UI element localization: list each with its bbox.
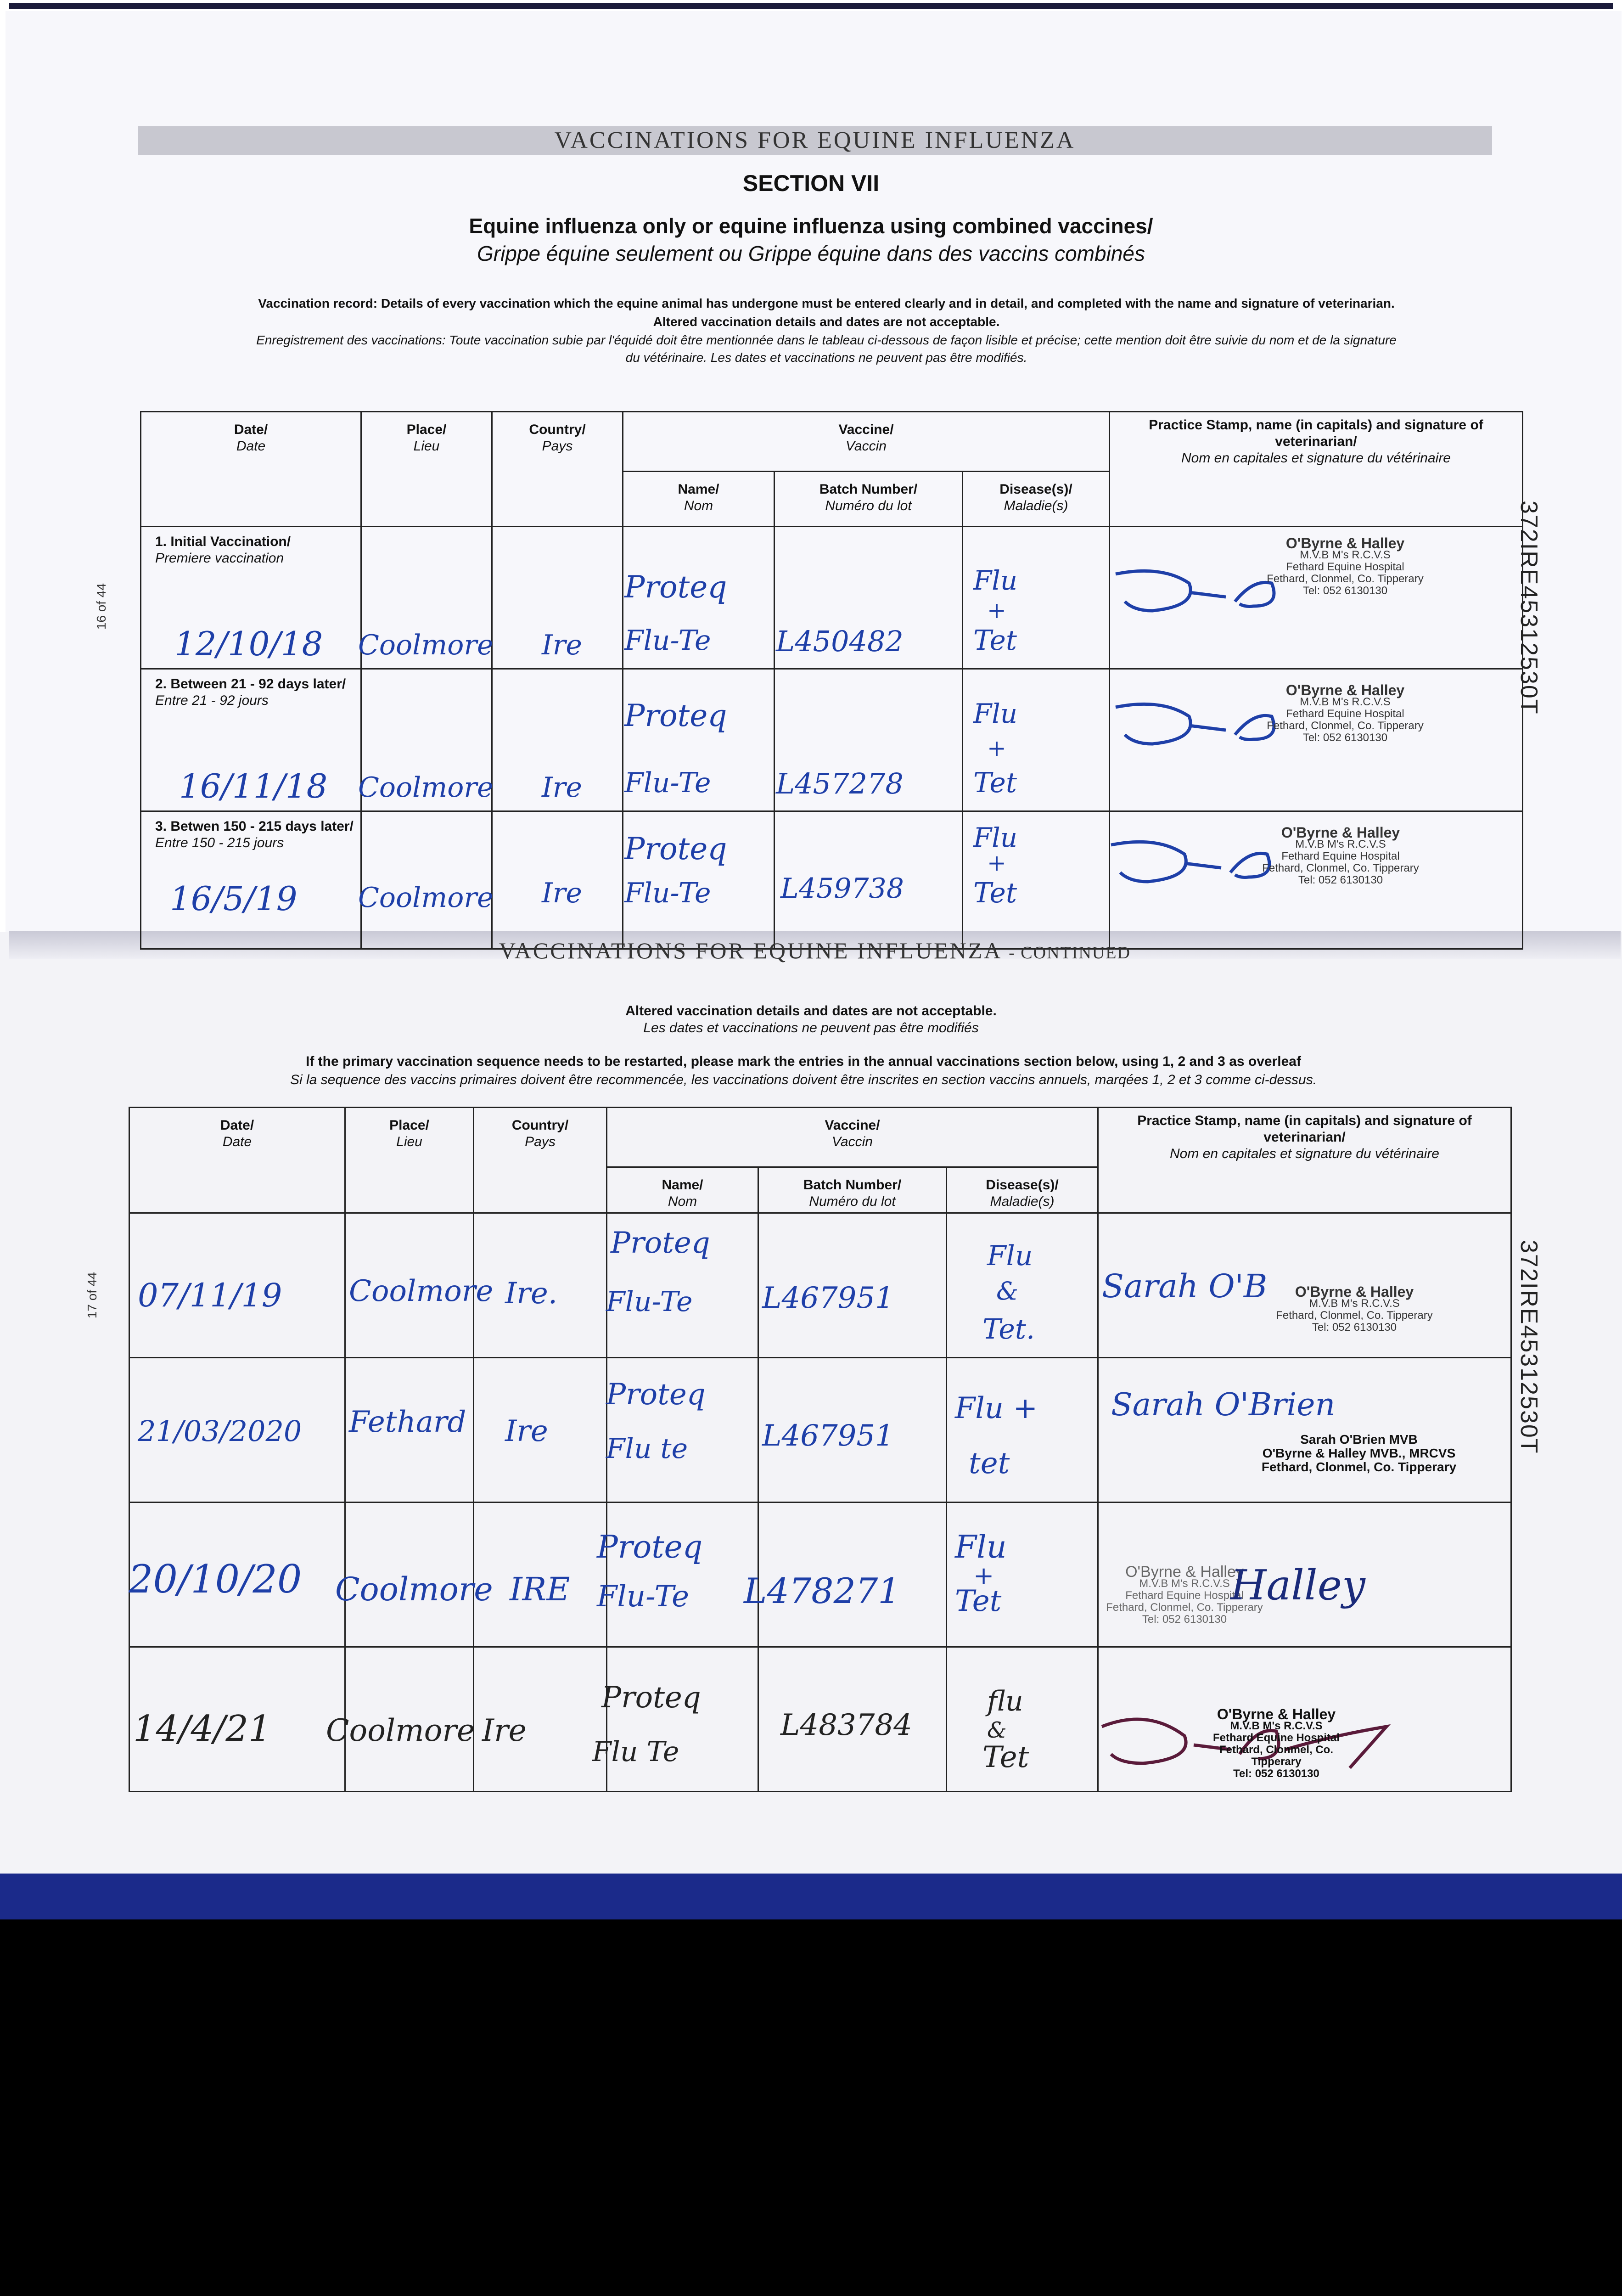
handwritten-disease-2: Tet [973, 625, 1017, 657]
handwritten-country: Ire [542, 771, 582, 804]
altered-en: Altered vaccination details and dates are not acceptable. [625, 1003, 997, 1019]
handwritten-date: 12/10/18 [174, 625, 323, 663]
handwritten-vaccine-name-2: Flu-Te [624, 625, 711, 657]
col-vaccine-header: Vaccine/ Vaccin [607, 1108, 1098, 1167]
handwritten-country: Ire [482, 1713, 527, 1748]
handwritten-vaccine-name-2: Flu-Te [606, 1286, 693, 1318]
row-label-cell: 2. Between 21 - 92 days later/ Entre 21 - 92 jours [141, 669, 361, 811]
handwritten-vaccine-name: Proteq [601, 1681, 701, 1715]
subtitle-fr: Grippe équine seulement ou Grippe équine dans des vaccins combinés [477, 242, 1145, 265]
col-practice-header: Practice Stamp, name (in capitals) and signature of veterinarian/ Nom en capitales et signature du vétérinaire [1098, 1108, 1511, 1213]
handwritten-disease-2: Tet [955, 1584, 1002, 1618]
handwritten-country: Ire [542, 629, 582, 661]
col-date-header: Date/ Date [141, 412, 361, 527]
handwritten-country: Ire [505, 1414, 548, 1448]
practice-stamp: O'Byrne & Halley M.V.B M's R.C.V.S Fethard Equine Hospital Fethard, Clonmel, Co. Tipperary Tel: 052 6130130 [1262, 824, 1419, 886]
handwritten-disease-plus: + [973, 1561, 994, 1590]
handwritten-vaccine-name-2: Flu-Te [624, 877, 711, 909]
handwritten-disease: Flu + [955, 1391, 1038, 1425]
handwritten-disease: Flu [973, 698, 1018, 729]
page2-band-title: VACCINATIONS FOR EQUINE INFLUENZA - CONTINUED [499, 938, 1131, 963]
handwritten-vaccine-name-2: Flu te [606, 1433, 688, 1465]
col-date-header: Date/ Date [129, 1108, 345, 1213]
section-title: SECTION VII [742, 170, 880, 196]
page2-number: 17 of 44 [85, 1272, 99, 1319]
handwritten-disease-and: & [987, 1717, 1007, 1743]
record-en: Vaccination record: Details of every vaccination which the equine animal has undergone must be entered clearly and in detail, and completed with the name and signature of veterinarian. [258, 296, 1395, 310]
col-name-header: Name/ Nom [607, 1167, 758, 1213]
restart-fr: Si la sequence des vaccins primaires doivent être recommencée, les vaccinations doivent être inscrites en section vaccins annuels, marqées 1, 2 et 3 comme ci-dessus. [290, 1072, 1317, 1087]
handwritten-disease: Flu [973, 822, 1018, 853]
handwritten-date: 07/11/19 [138, 1277, 282, 1314]
vet-signature: Sarah O'Brien [1111, 1387, 1336, 1423]
handwritten-disease-plus: + [987, 735, 1006, 761]
binding-edge [9, 3, 1613, 9]
handwritten-place: Fethard [349, 1405, 466, 1439]
handwritten-date: 16/11/18 [179, 767, 328, 805]
handwritten-country: Ire [542, 877, 582, 909]
handwritten-disease: flu [987, 1685, 1023, 1717]
handwritten-country: Ire. [505, 1277, 558, 1311]
handwritten-date: 14/4/21 [133, 1708, 271, 1750]
handwritten-batch: L467951 [762, 1281, 894, 1315]
practice-stamp: O'Byrne & Halley M.V.B M's R.C.V.S Fethard Equine Hospital Fethard, Clonmel, Co. Tipperary Tel: 052 6130130 [1267, 682, 1424, 744]
handwritten-disease-plus: + [987, 850, 1006, 876]
handwritten-batch: L450482 [776, 625, 904, 658]
scan-background [0, 1919, 1622, 2296]
handwritten-country: IRE [510, 1570, 570, 1608]
handwritten-disease: Flu [973, 565, 1018, 596]
handwritten-date: 16/5/19 [170, 879, 297, 918]
vet-signature: Sarah O'B [1102, 1267, 1268, 1305]
handwritten-vaccine-name-2: Flu Te [592, 1736, 679, 1768]
handwritten-disease-plus: + [987, 597, 1006, 624]
handwritten-date: 20/10/20 [129, 1557, 302, 1602]
handwritten-vaccine-name: Proteq [624, 698, 727, 733]
col-place-header: Place/ Lieu [361, 412, 492, 527]
handwritten-disease-2: tet [969, 1446, 1010, 1480]
practice-stamp: O'Byrne & Halley M.V.B M's R.C.V.S Fethard Equine Hospital Fethard, Clonmel, Co. Tipperary Tel: 052 6130130 [1212, 1706, 1340, 1780]
vet-name-stamp: Sarah O'Brien MVB O'Byrne & Halley MVB., MRCVS Fethard, Clonmel, Co. Tipperary [1261, 1432, 1457, 1474]
subtitle-en: Equine influenza only or equine influenza using combined vaccines/ [469, 214, 1153, 238]
page1-band-title: VACCINATIONS FOR EQUINE INFLUENZA [138, 126, 1492, 155]
handwritten-disease-2: Tet [982, 1740, 1029, 1774]
handwritten-disease: Flu [955, 1529, 1007, 1565]
row-label-cell: 1. Initial Vaccination/ Premiere vaccination [141, 527, 361, 669]
page1-number: 16 of 44 [94, 583, 108, 630]
col-place-header: Place/ Lieu [345, 1108, 474, 1213]
page2-side-id: 372IRE45312530T [1515, 1240, 1542, 1454]
handwritten-disease-2: Tet. [982, 1313, 1035, 1345]
practice-stamp: O'Byrne & Halley M.V.B M's R.C.V.S Fethard Equine Hospital Fethard, Clonmel, Co. Tipperary Tel: 052 6130130 [1267, 535, 1424, 597]
handwritten-place: Coolmore [358, 771, 494, 804]
handwritten-place: Coolmore [358, 882, 494, 914]
record-en-2: Altered vaccination details and dates are not acceptable. [653, 315, 1000, 329]
handwritten-place: Coolmore [326, 1713, 475, 1748]
handwritten-vaccine-name: Proteq [597, 1529, 703, 1565]
col-vaccine-header: Vaccine/ Vaccin [623, 412, 1110, 472]
handwritten-batch: L478271 [744, 1570, 900, 1611]
vet-signature: Halley [1230, 1561, 1365, 1609]
handwritten-place: Coolmore [349, 1274, 494, 1308]
handwritten-vaccine-name-2: Flu-Te [624, 767, 711, 799]
col-country-header: Country/ Pays [474, 1108, 607, 1213]
handwritten-vaccine-name-2: Flu-Te [597, 1580, 690, 1614]
handwritten-vaccine-name: Proteq [624, 569, 727, 605]
handwritten-place: Coolmore [335, 1570, 493, 1608]
handwritten-batch: L457278 [776, 767, 904, 800]
handwritten-disease-and: & [996, 1277, 1019, 1306]
col-batch-header: Batch Number/ Numéro du lot [758, 1167, 947, 1213]
handwritten-batch: L483784 [780, 1708, 912, 1742]
restart-en: If the primary vaccination sequence needs to be restarted, please mark the entries in the annual vaccinations section below, using 1, 2 and 3 as overleaf [306, 1054, 1301, 1069]
handwritten-date: 21/03/2020 [138, 1414, 302, 1448]
col-practice-header: Practice Stamp, name (in capitals) and signature of veterinarian/ Nom en capitales et signature du vétérinaire [1110, 412, 1523, 527]
handwritten-disease-2: Tet [973, 767, 1017, 799]
col-disease-header: Disease(s)/ Maladie(s) [947, 1167, 1098, 1213]
col-name-header: Name/ Nom [623, 472, 775, 527]
handwritten-vaccine-name: Proteq [606, 1378, 706, 1412]
handwritten-vaccine-name: Proteq [611, 1226, 710, 1260]
handwritten-batch: L459738 [780, 872, 904, 905]
altered-fr: Les dates et vaccinations ne peuvent pas être modifiés [643, 1020, 979, 1035]
col-batch-header: Batch Number/ Numéro du lot [775, 472, 963, 527]
page1-side-id: 372IRE45312530T [1515, 501, 1542, 715]
handwritten-disease-2: Tet [973, 877, 1017, 909]
record-fr-2: du vétérinaire. Les dates et vaccinations ne peuvent pas être modifiés. [625, 350, 1027, 365]
record-fr: Enregistrement des vaccinations: Toute vaccination subie par l'équidé doit être mentionnée dans le tableau ci-dessous de façon lisible et précise; cette mention doit être suivie du nom et de la signature [256, 333, 1397, 347]
handwritten-vaccine-name: Proteq [624, 831, 727, 867]
passport-cover [0, 1874, 1622, 1919]
row-label-cell: 3. Betwen 150 - 215 days later/ Entre 150 - 215 jours [141, 811, 361, 949]
handwritten-disease: Flu [987, 1240, 1033, 1272]
col-country-header: Country/ Pays [492, 412, 623, 527]
practice-stamp: O'Byrne & Halley M.V.B M's R.C.V.S Fethard, Clonmel, Co. Tipperary Tel: 052 6130130 [1276, 1283, 1433, 1334]
col-disease-header: Disease(s)/ Maladie(s) [963, 472, 1110, 527]
handwritten-batch: L467951 [762, 1419, 894, 1453]
handwritten-place: Coolmore [358, 629, 494, 661]
practice-stamp: O'Byrne & Halley M.V.B M's R.C.V.S Fethard Equine Hospital Fethard, Clonmel, Co. Tipperary Tel: 052 6130130 [1106, 1563, 1263, 1626]
